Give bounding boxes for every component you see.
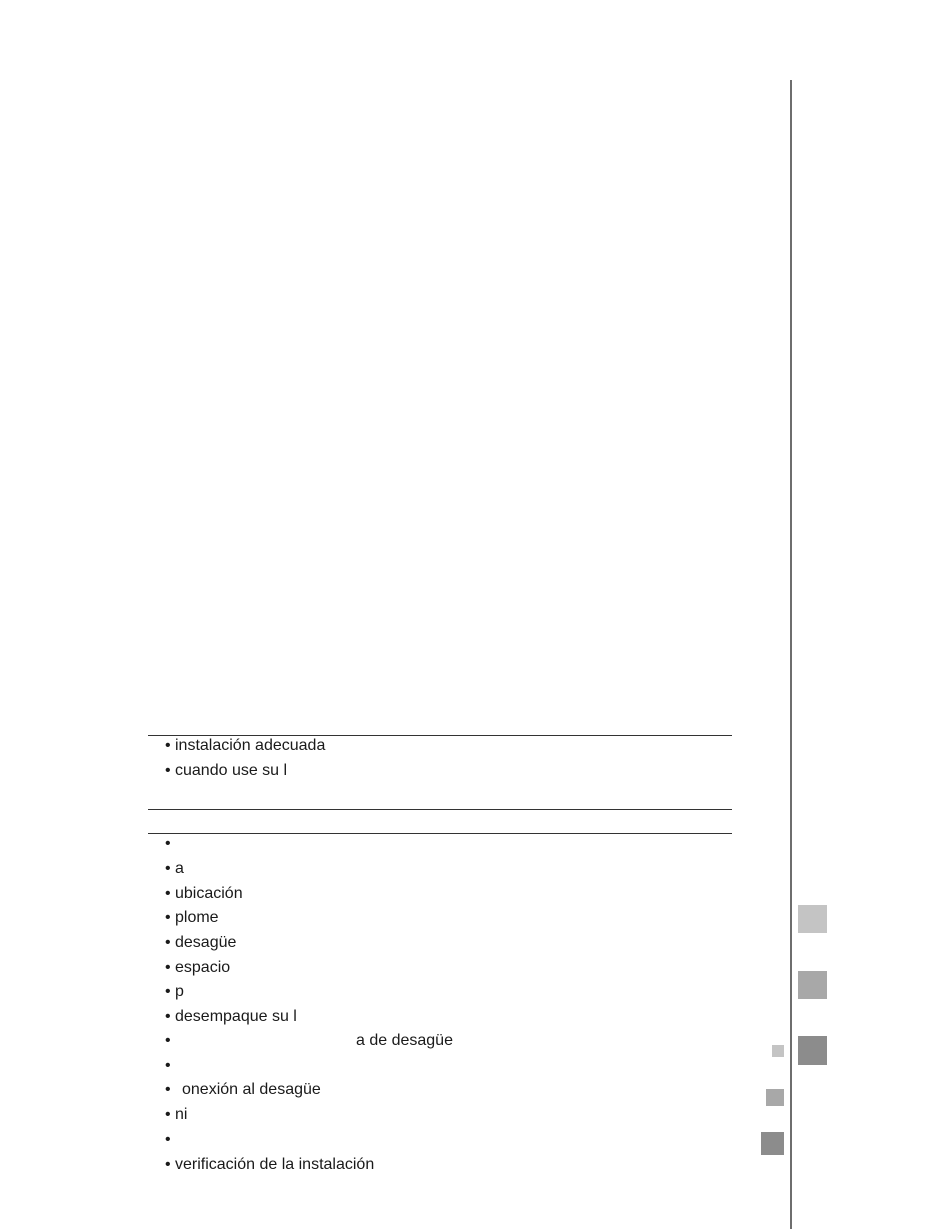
decor-square-small-mid [766,1089,784,1106]
list-item: • onexión al desagüe [165,1081,321,1098]
list-item: • [165,1057,171,1074]
list-item: • cuando use su l [165,762,288,779]
list-item: • plome [165,909,219,926]
decor-square-small-dark [761,1132,784,1155]
decor-square-large-mid [798,971,827,999]
decor-square-large-dark [798,1036,827,1065]
list-item: • p [165,983,184,1000]
list-item: • desempaque su l [165,1008,297,1025]
section1-bottom-rule [148,809,732,810]
list-item: • instalación adecuada [165,737,326,754]
decor-square-small-light [772,1045,784,1057]
list-item: • ni [165,1106,188,1123]
list-item: • [165,835,171,852]
decor-square-large-light [798,905,827,933]
list-item: • a [165,860,184,877]
section2-top-rule [148,833,732,834]
list-item: • desagüe [165,934,237,951]
list-item: • verificación de la instalación [165,1156,375,1173]
margin-vertical-line [790,80,792,1229]
list-item: • [165,1131,171,1148]
list-item: • a de desagüe [165,1032,453,1049]
list-item: • espacio [165,959,231,976]
list-item: • ubicación [165,885,243,902]
